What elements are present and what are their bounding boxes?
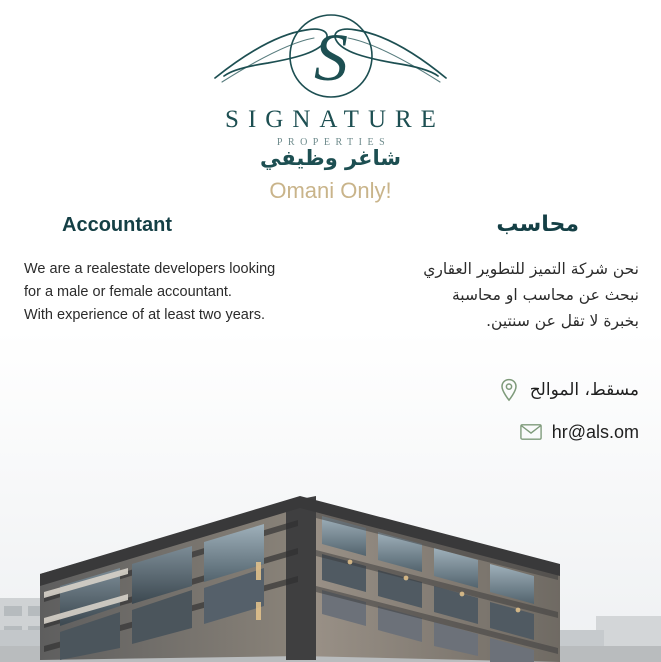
signature-monogram-icon (0, 8, 661, 104)
job-description-english-line-3: With experience of at least two years. (24, 307, 265, 323)
job-description-arabic-line-2: نبحث عن محاسب او محاسبة (451, 286, 639, 304)
job-title-arabic: محاسب (496, 212, 579, 237)
headline-arabic: شاغر وظيفي (259, 146, 402, 170)
job-description-english-line-2: for a male or female accountant. (24, 284, 232, 300)
job-description-arabic-line-3: بخبرة لا تقل عن سنتين. (486, 312, 639, 330)
job-description-arabic (309, 256, 639, 334)
contact-location-row (339, 378, 639, 402)
job-description-arabic-line-1: نحن شركة التميز للتطوير العقاري (423, 260, 639, 278)
brand-subtitle: PROPERTIES (276, 137, 391, 148)
brand-name: SIGNATURE (225, 106, 445, 133)
envelope-icon (520, 420, 542, 444)
contact-email-text[interactable]: hr@als.om (551, 421, 639, 442)
brand-logo (0, 8, 661, 148)
job-description-english-line-1: We are a realestate developers looking (24, 261, 276, 277)
contact-location-text: مسقط، الموالح (529, 380, 639, 400)
contact-email-row[interactable] (339, 420, 639, 444)
headline-omani-only: Omani Only! (269, 178, 392, 203)
job-description-english (24, 258, 354, 327)
map-pin-icon (498, 378, 520, 402)
contact-block (339, 378, 639, 462)
job-title-english: Accountant (62, 214, 172, 236)
svg-text:S: S (314, 19, 348, 95)
